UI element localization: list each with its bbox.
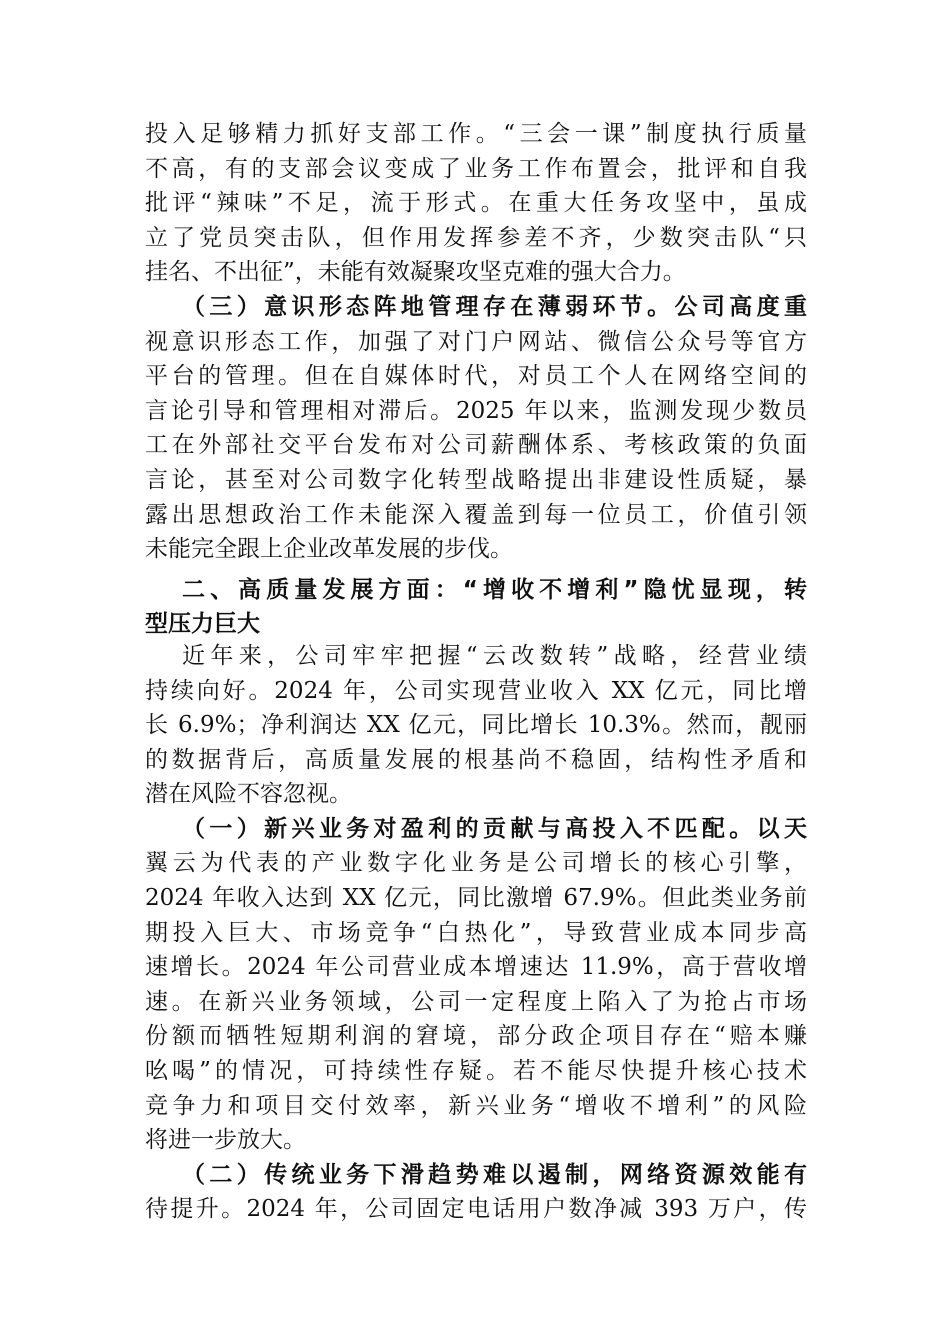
text-line: 持续向好。2024 年，公司实现营业收入 XX 亿元，同比增 [145,677,807,704]
text-line: （三）意识形态阵地管理存在薄弱环节。公司高度重 [182,292,808,320]
text-line: 期投入巨大、市场竞争“白热化”，导致营业成本同步高 [145,919,807,946]
text-line: 潜在风险不容忽视。 [145,781,352,808]
text-line: 近年来，公司牢牢把握“云改数转”战略，经营业绩 [182,642,807,669]
text-line: 将进一步放大。 [145,1127,306,1154]
text-line: 竞争力和项目交付效率，新兴业务“增收不增利”的风险 [145,1092,807,1119]
text-line: 挂名、不出征”，未能有效凝聚攻坚克难的强大合力。 [145,259,686,286]
text-line: 待提升。2024 年，公司固定电话用户数净减 393 万户，传 [145,1196,807,1223]
text-line: 翼云为代表的产业数字化业务是公司增长的核心引擎， [145,850,807,877]
subsection-paragraph [145,812,807,1158]
text-line: 型压力巨大 [145,611,260,638]
text-line: 速增长。2024 年公司营业成本增速达 11.9%，高于营收增 [145,954,807,981]
text-line: 未能完全跟上企业改革发展的步伐。 [145,536,513,563]
text-line: 二、高质量发展方面：“增收不增利”隐忧显现，转 [182,576,807,603]
body-paragraph [145,117,807,290]
text-line: 工在外部社交平台发布对公司薪酬体系、考核政策的负面 [145,432,807,459]
text-line: 投入足够精力抓好支部工作。“三会一课”制度执行质量 [145,121,807,147]
text-line: 速。在新兴业务领域，公司一定程度上陷入了为抢占市场 [145,988,807,1015]
body-paragraph [145,639,807,812]
text-line: 批评“辣味”不足，流于形式。在重大任务攻坚中，虽成 [145,190,807,217]
text-line: 言论引导和管理相对滞后。2025 年以来，监测发现少数员 [145,397,807,424]
text-line: 露出思想政治工作未能深入覆盖到每一位员工，价值引领 [145,501,807,528]
text-line: 平台的管理。但在自媒体时代，对员工个人在网络空间的 [145,363,807,390]
lead-sentence: （三）意识形态阵地管理存在薄弱环节。 [182,292,675,320]
text-line: 份额而牺牲短期利润的窘境，部分政企项目存在“赔本赚 [145,1023,807,1050]
text-line: 立了党员突击队，但作用发挥参差不齐，少数突击队“只 [145,224,807,251]
section-heading [145,573,807,642]
lead-sentence: （二）传统业务下滑趋势难以遏制，网络资源效能有 [182,1160,807,1188]
document-page [145,117,807,1227]
text-line: 言论，甚至对公司数字化转型战略提出非建设性质疑，暴 [145,466,807,493]
subsection-paragraph [145,290,807,567]
text-line: 长 6.9%；净利润达 XX 亿元，同比增长 10.3%。然而，靓丽 [145,712,807,739]
text-line: 的数据背后，高质量发展的根基尚不稳固，结构性矛盾和 [145,746,807,773]
text-line: 2024 年收入达到 XX 亿元，同比激增 67.9%。但此类业务前 [145,885,807,912]
text-line: 视意识形态工作，加强了对门户网站、微信公众号等官方 [145,328,807,355]
text-line: 吆喝”的情况，可持续性存疑。若不能尽快提升核心技术 [145,1058,807,1085]
subsection-paragraph [145,1158,807,1227]
text-line [145,1158,807,1193]
lead-sentence: （一）新兴业务对盈利的贡献与高投入不匹配。 [182,814,757,842]
text-line: （一）新兴业务对盈利的贡献与高投入不匹配。以天 [182,814,808,842]
text-line: 不高，有的支部会议变成了业务工作布置会，批评和自我 [145,155,807,182]
